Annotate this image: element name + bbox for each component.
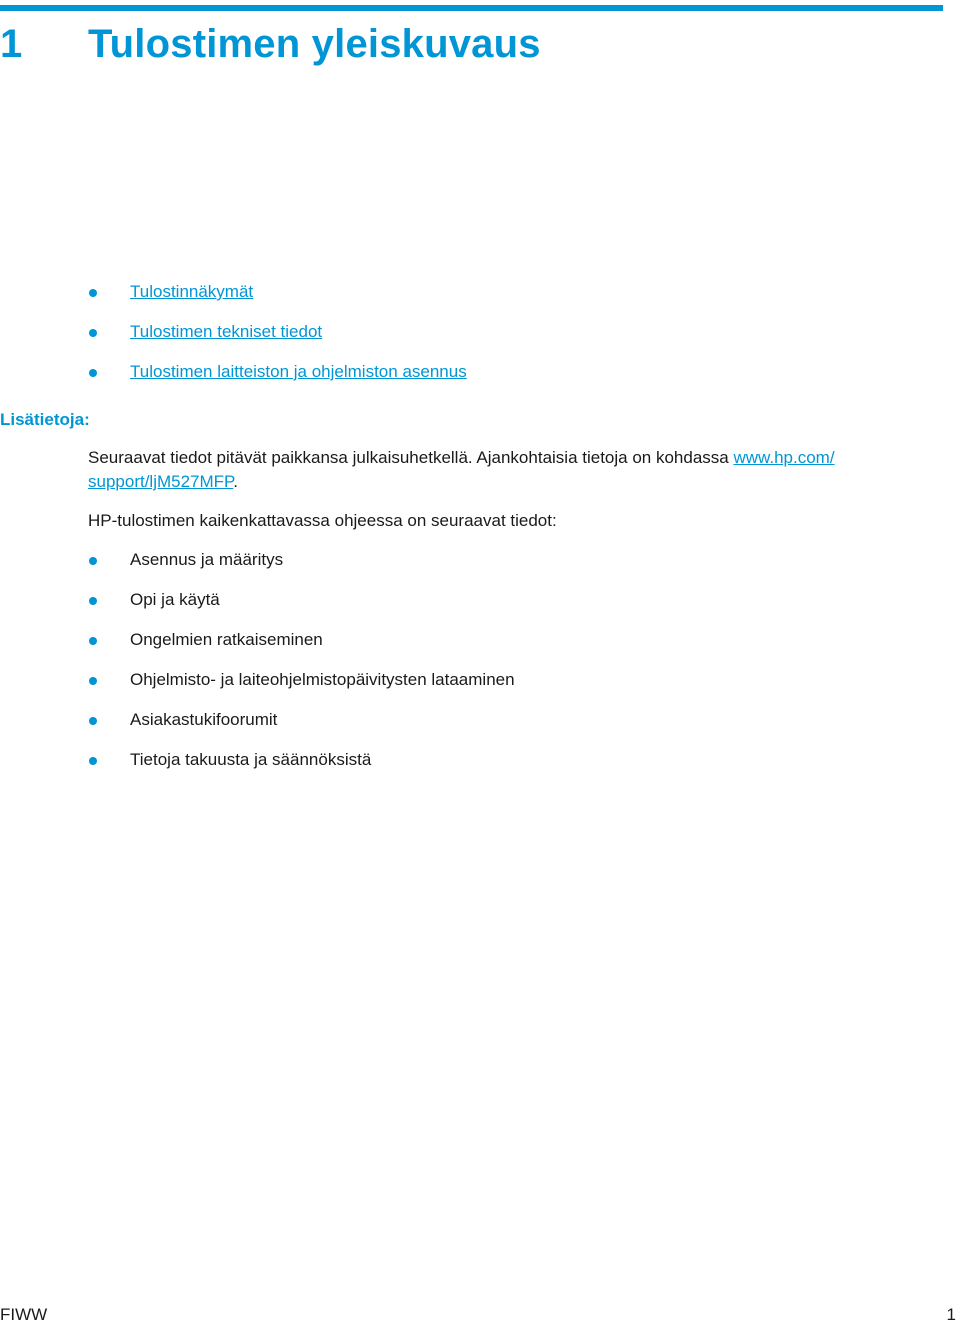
chapter-number: 1 (0, 22, 23, 66)
toc-item (130, 362, 467, 382)
note-label: Lisätietoja: (0, 410, 90, 429)
note-period: . (233, 472, 238, 491)
bullet-icon (89, 677, 97, 685)
list-item (130, 630, 323, 650)
toc-link-printer-views[interactable]: Tulostinnäkymät (130, 282, 254, 301)
top-rule (0, 5, 943, 11)
list-item-label: Ohjelmisto- ja laiteohjelmistopäivitysten lataaminen (130, 670, 515, 689)
bullet-icon (89, 289, 97, 297)
chapter-heading (0, 22, 541, 67)
help-intro: HP-tulostimen kaikenkattavassa ohjeessa on seuraavat tiedot: (88, 511, 557, 530)
bullet-icon (89, 329, 97, 337)
bullet-icon (89, 637, 97, 645)
footer-left: FIWW (0, 1305, 48, 1324)
list-item-label: Asiakastukifoorumit (130, 710, 278, 729)
support-link[interactable]: www.hp.com/ (733, 448, 835, 467)
list-item-label: Tietoja takuusta ja säännöksistä (130, 750, 372, 769)
list-item (130, 710, 277, 730)
support-link-cont[interactable]: support/ljM527MFP (88, 472, 234, 491)
bullet-icon (89, 597, 97, 605)
bullet-icon (89, 757, 97, 765)
note-text (88, 446, 888, 494)
page-number: 1 (946, 1305, 956, 1324)
note-body: Seuraavat tiedot pitävät paikkansa julkaisuhetkellä. Ajankohtaisia tietoja on kohdassa (88, 448, 734, 467)
toc-link-specifications[interactable]: Tulostimen tekniset tiedot (130, 322, 323, 341)
list-item (130, 550, 283, 570)
list-item (130, 670, 515, 690)
chapter-title: Tulostimen yleiskuvaus (88, 22, 541, 66)
list-item-label: Asennus ja määritys (130, 550, 284, 569)
bullet-icon (89, 369, 97, 377)
list-item-label: Ongelmien ratkaiseminen (130, 630, 323, 649)
list-item (130, 590, 220, 610)
toc-item (130, 282, 253, 302)
bullet-icon (89, 557, 97, 565)
bullet-icon (89, 717, 97, 725)
toc-item (130, 322, 322, 342)
toc-link-setup[interactable]: Tulostimen laitteiston ja ohjelmiston asennus (130, 362, 467, 381)
list-item (130, 750, 371, 770)
list-item-label: Opi ja käytä (130, 590, 220, 609)
